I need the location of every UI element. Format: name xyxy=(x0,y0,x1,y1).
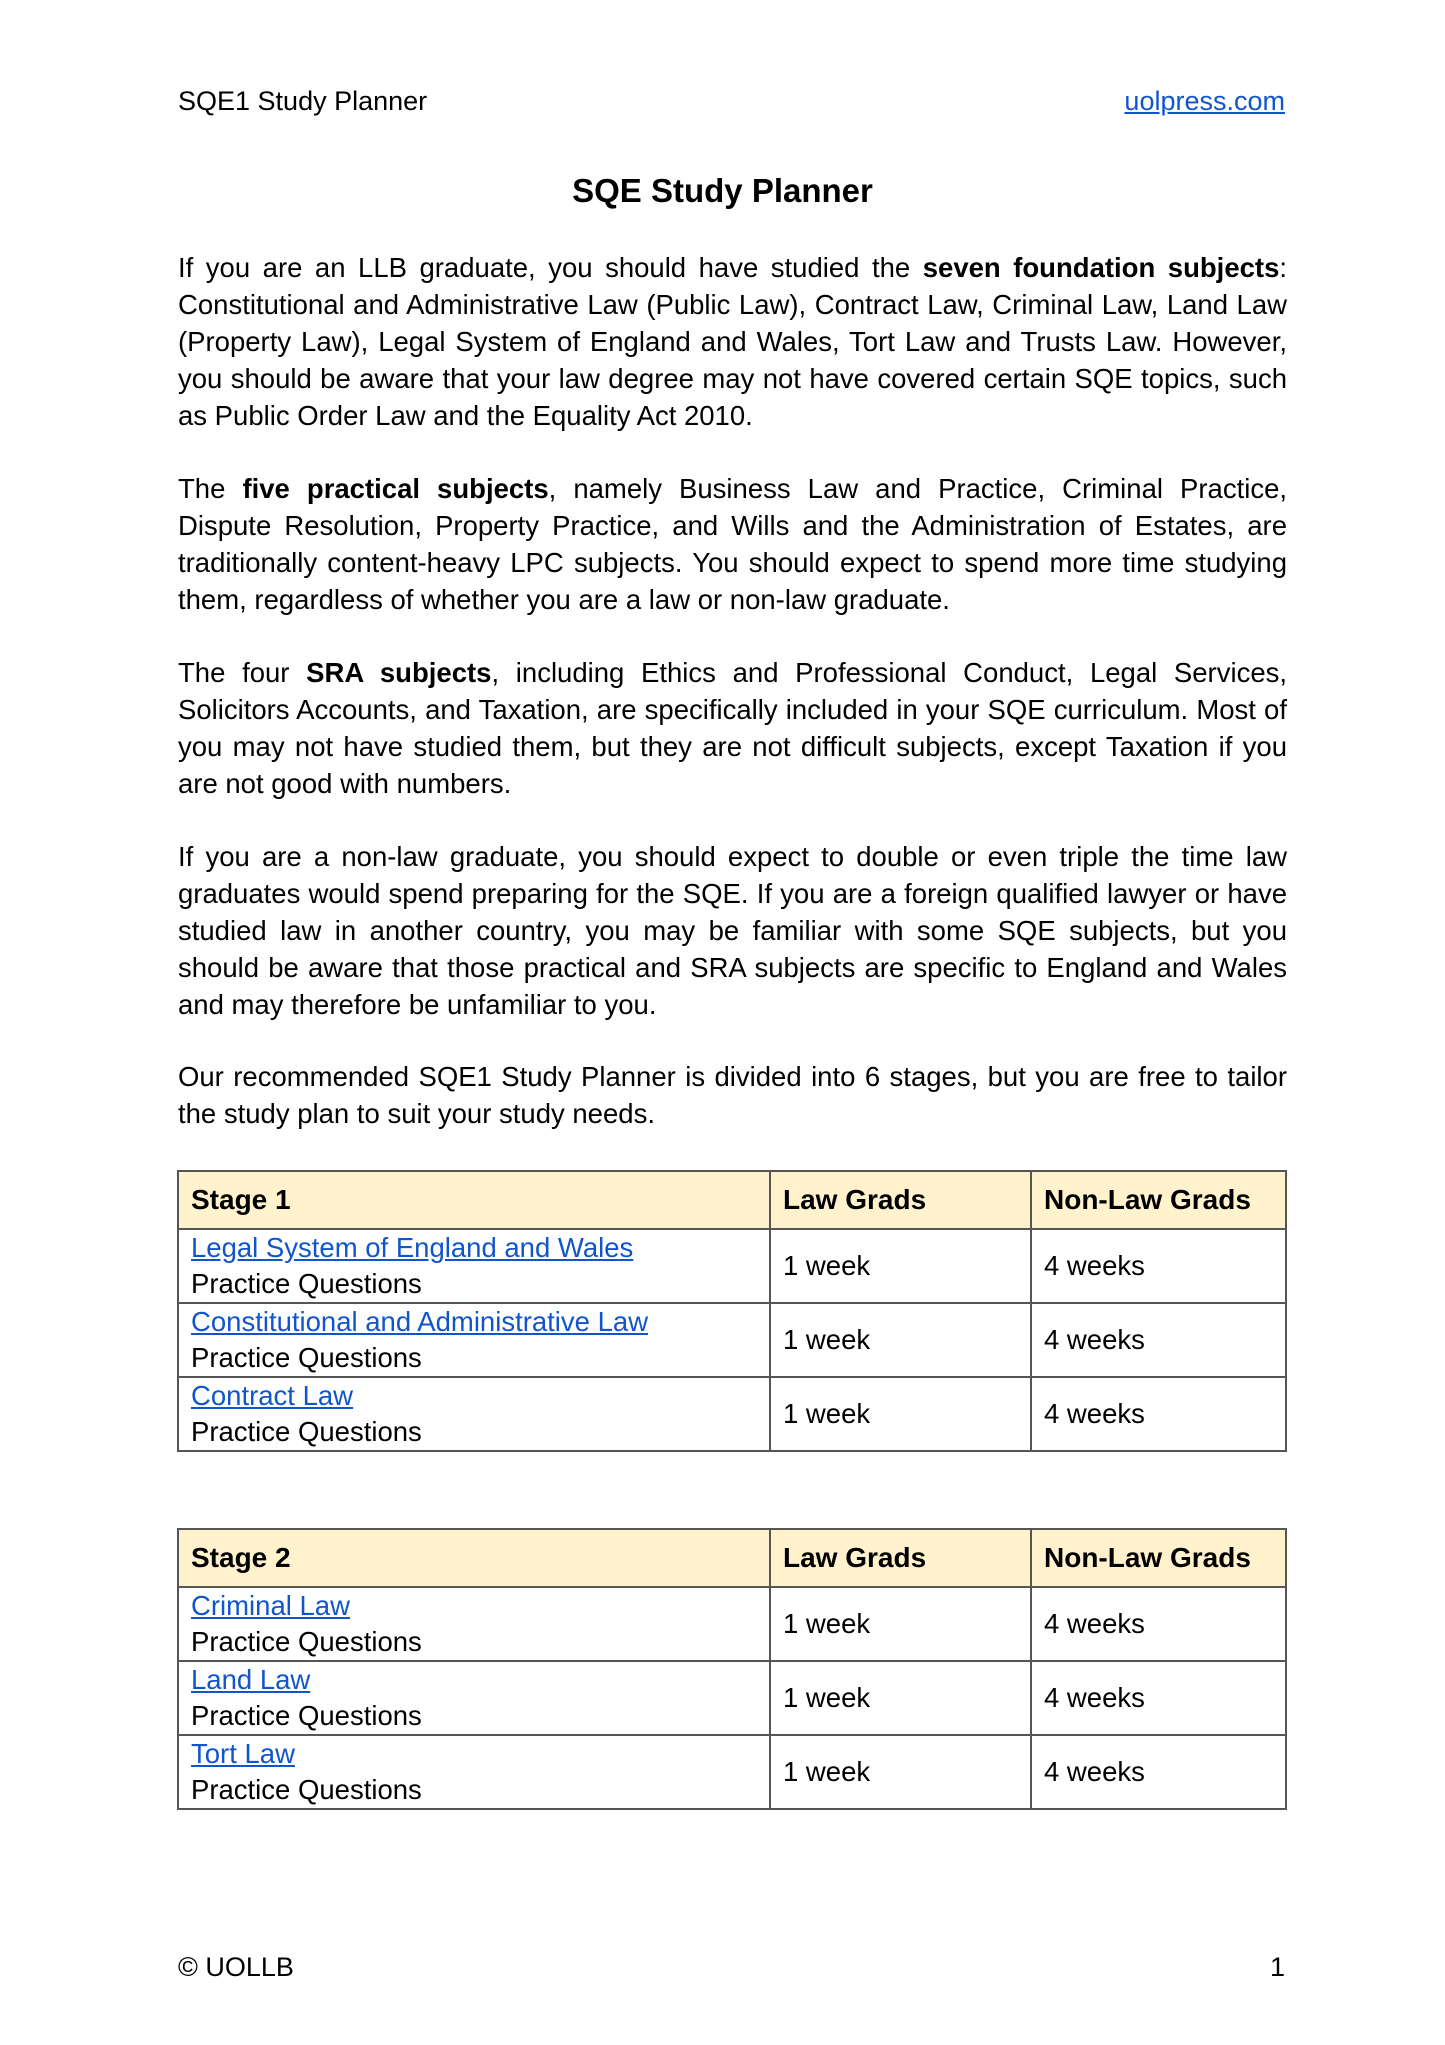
table-row xyxy=(178,1661,1286,1735)
copyright-text: © UOLLB xyxy=(178,1952,294,1982)
stage-2-table xyxy=(177,1528,1287,1810)
bold-text: seven foundation subjects xyxy=(922,252,1280,283)
subject-cell xyxy=(178,1229,770,1303)
non-law-grads-cell: 4 weeks xyxy=(1031,1377,1286,1451)
subject-cell xyxy=(178,1735,770,1809)
header-cell-stage: Stage 2 xyxy=(178,1529,770,1587)
table-header-row xyxy=(178,1529,1286,1587)
text: If you are an LLB graduate, you should have studied the xyxy=(178,252,923,283)
table-row xyxy=(178,1303,1286,1377)
law-grads-cell: 1 week xyxy=(770,1303,1031,1377)
subject-link[interactable]: Contract Law xyxy=(191,1380,354,1411)
subject-cell xyxy=(178,1587,770,1661)
subject-subtitle: Practice Questions xyxy=(191,1268,422,1299)
page-footer xyxy=(178,1952,1285,1983)
header-cell-law-grads: Law Grads xyxy=(770,1171,1031,1229)
subject-subtitle: Practice Questions xyxy=(191,1342,422,1373)
non-law-grads-cell: 4 weeks xyxy=(1031,1735,1286,1809)
page-header xyxy=(178,86,1285,117)
paragraph-planner-intro xyxy=(178,1058,1287,1132)
subject-link[interactable]: Tort Law xyxy=(191,1738,295,1769)
non-law-grads-cell: 4 weeks xyxy=(1031,1587,1286,1661)
table-row xyxy=(178,1735,1286,1809)
header-cell-stage: Stage 1 xyxy=(178,1171,770,1229)
subject-cell xyxy=(178,1377,770,1451)
subject-subtitle: Practice Questions xyxy=(191,1416,422,1447)
non-law-grads-cell: 4 weeks xyxy=(1031,1661,1286,1735)
subject-link[interactable]: Constitutional and Administrative Law xyxy=(191,1306,649,1337)
paragraph-practical-subjects xyxy=(178,470,1287,618)
subject-cell xyxy=(178,1661,770,1735)
law-grads-cell: 1 week xyxy=(770,1377,1031,1451)
paragraph-non-law-graduates xyxy=(178,838,1287,1023)
header-website-link[interactable]: uolpress.com xyxy=(1124,86,1285,116)
table-header-row xyxy=(178,1171,1286,1229)
text: , including Ethics and Professional Conduct, Legal Services, Solicitors Accounts, and Taxation, are specifically included in your SQE curriculum. Most of you may not have studied them, but they are not difficult subjects, except Taxation if you are not good with numbers. xyxy=(178,657,1288,799)
subject-link[interactable]: Land Law xyxy=(191,1664,311,1695)
paragraph-sra-subjects xyxy=(178,654,1287,802)
text: : Constitutional and Administrative Law (Public Law), Contract Law, Criminal Law, Land Law (Property Law), Legal System of England and Wales, Tort Law and Trusts Law. However, you should be aware that your law degree may not have covered certain SQE topics, such as Public Order Law and the Equality Act 2010. xyxy=(178,252,1287,431)
law-grads-cell: 1 week xyxy=(770,1661,1031,1735)
text: Our recommended SQE1 Study Planner is divided into 6 stages, but you are free to tailor the study plan to suit your study needs. xyxy=(178,1061,1287,1129)
subject-link[interactable]: Legal System of England and Wales xyxy=(191,1232,634,1263)
table-row xyxy=(178,1587,1286,1661)
page-title: SQE Study Planner xyxy=(572,172,873,209)
table-row xyxy=(178,1377,1286,1451)
subject-subtitle: Practice Questions xyxy=(191,1774,422,1805)
non-law-grads-cell: 4 weeks xyxy=(1031,1229,1286,1303)
subject-subtitle: Practice Questions xyxy=(191,1700,422,1731)
stage-1-table xyxy=(177,1170,1287,1452)
page-number: 1 xyxy=(1269,1952,1285,1982)
law-grads-cell: 1 week xyxy=(770,1735,1031,1809)
text: The four xyxy=(178,657,307,688)
text: The xyxy=(178,473,243,504)
non-law-grads-cell: 4 weeks xyxy=(1031,1303,1286,1377)
header-cell-non-law-grads: Non-Law Grads xyxy=(1031,1171,1286,1229)
header-cell-law-grads: Law Grads xyxy=(770,1529,1031,1587)
header-title: SQE1 Study Planner xyxy=(178,86,428,116)
header-cell-non-law-grads: Non-Law Grads xyxy=(1031,1529,1286,1587)
text: If you are a non-law graduate, you should expect to double or even triple the time law graduates would spend preparing for the SQE. If you are a foreign qualified lawyer or have studied law in another country, you may be familiar with some SQE subjects, but you should be aware that those practical and SRA subjects are specific to England and Wales and may therefore be unfamiliar to you. xyxy=(178,841,1287,1020)
table-row xyxy=(178,1229,1286,1303)
law-grads-cell: 1 week xyxy=(770,1587,1031,1661)
bold-text: five practical subjects xyxy=(242,473,549,504)
bold-text: SRA subjects xyxy=(306,657,492,688)
subject-subtitle: Practice Questions xyxy=(191,1626,422,1657)
law-grads-cell: 1 week xyxy=(770,1229,1031,1303)
subject-cell xyxy=(178,1303,770,1377)
paragraph-foundation-subjects xyxy=(178,249,1287,434)
subject-link[interactable]: Criminal Law xyxy=(191,1590,350,1621)
text: , namely Business Law and Practice, Criminal Practice, Dispute Resolution, Property Practice, and Wills and the Administration of Estates, are traditionally content-heavy LPC subjects. You should expect to spend more time studying them, regardless of whether you are a law or non-law graduate. xyxy=(178,473,1288,615)
